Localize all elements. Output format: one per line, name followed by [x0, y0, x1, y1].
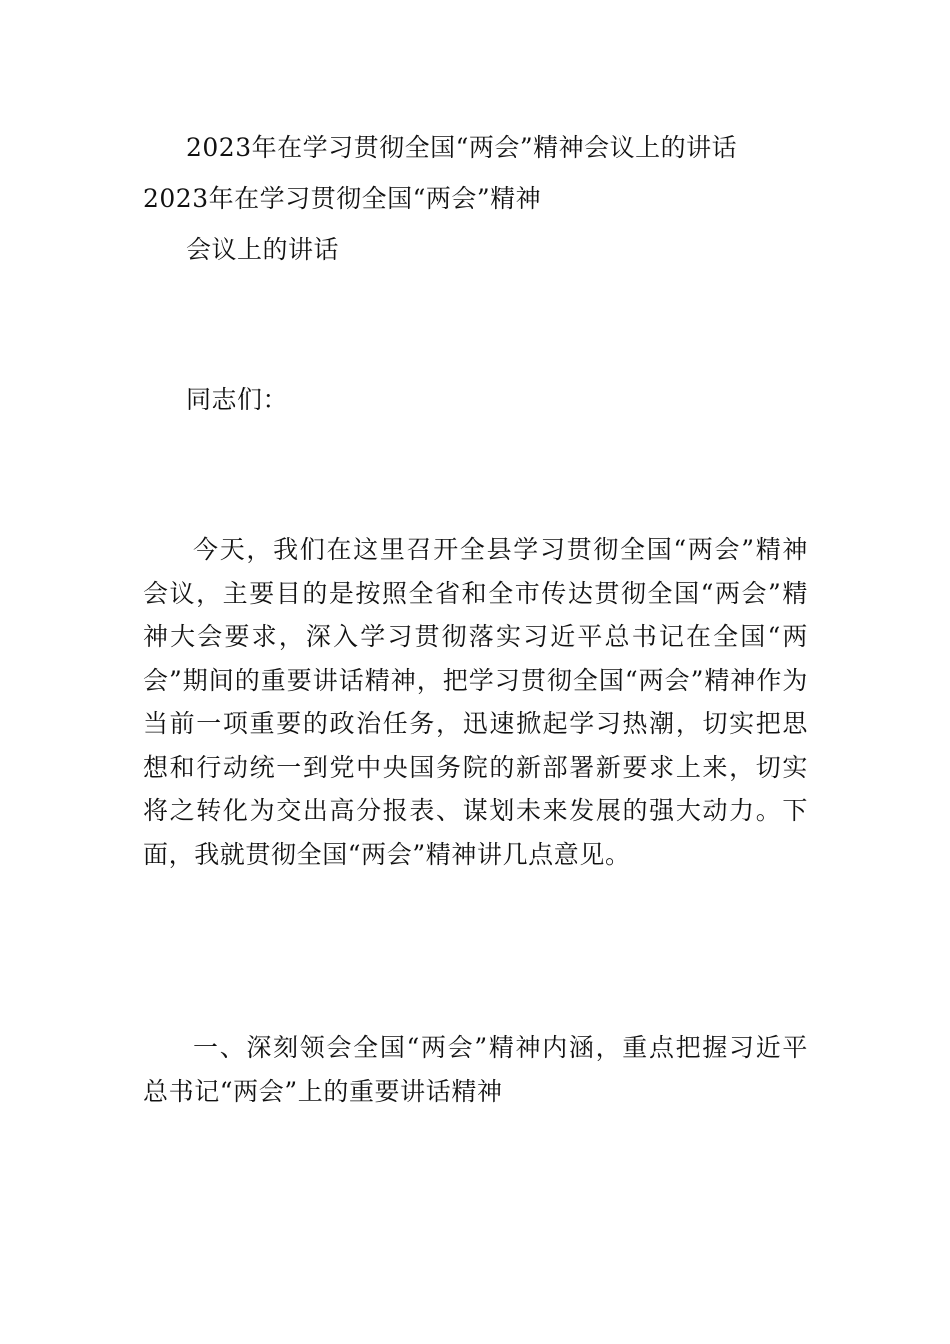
- salutation: 同志们：: [186, 385, 289, 414]
- section-heading-1: 一、深刻领会全国“两会”精神内涵，重点把握习近平总书记“两会”上的重要讲话精神: [143, 1033, 808, 1106]
- document-title-line-3: 会议上的讲话: [186, 235, 340, 264]
- body-paragraph-intro: 今天，我们在这里召开全县学习贯彻全国“两会”精神会议，主要目的是按照全省和全市传达贯彻全国“两会”精神大会要求，深入学习贯彻落实习近平总书记在全国“两会”期间的重要讲话精神，把学习贯彻全国“两会”精神作为当前一项重要的政治任务，迅速掀起学习热潮，切实把思想和行动统一到党中央国务院的新部署新要求上来，切实将之转化为交出高分报表、谋划未来发展的强大动力。下面，我就贯彻全国“两会”精神讲几点意见。: [143, 535, 808, 869]
- document-title-line-1: 2023年在学习贯彻全国“两会”精神会议上的讲话: [186, 133, 738, 162]
- document-title-line-2: 2023年在学习贯彻全国“两会”精神: [143, 184, 542, 213]
